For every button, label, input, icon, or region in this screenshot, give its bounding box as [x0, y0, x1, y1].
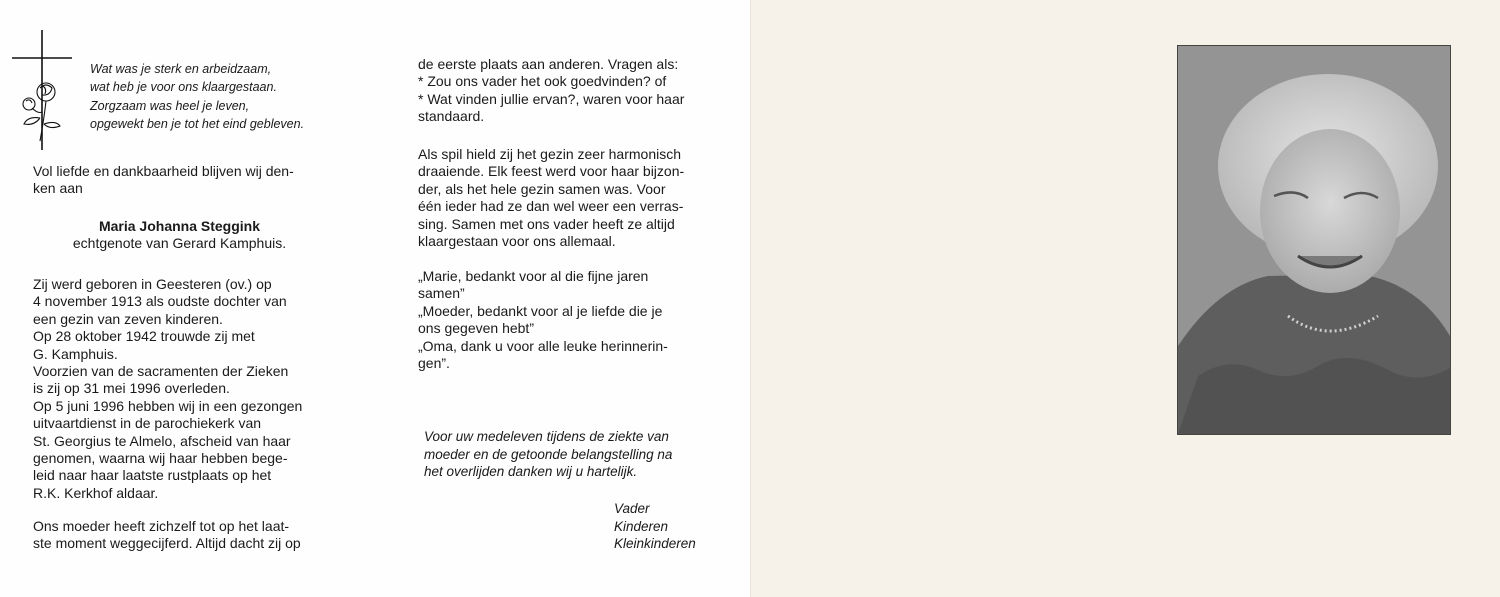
text-line: uitvaartdienst in de parochiekerk van	[33, 415, 262, 432]
cross-with-rose-icon	[10, 28, 74, 152]
poem	[90, 60, 360, 133]
text-line: één ieder had ze dan wel weer een verras-	[418, 198, 684, 215]
text-line: is zij op 31 mei 1996 overleden.	[33, 380, 230, 397]
intro-text	[33, 163, 326, 198]
text-line: leid naar haar laatste rustplaats op het	[33, 467, 272, 484]
middle-paragraph-1	[418, 56, 714, 126]
thanks-note	[424, 428, 720, 481]
text-line: standaard.	[418, 108, 485, 125]
text-line: Voor uw medeleven tijdens de ziekte van	[424, 429, 669, 444]
text-line: der, als het hele gezin samen was. Voor	[418, 180, 666, 197]
text-line: Op 5 juni 1996 hebben wij in een gezongen	[33, 397, 303, 414]
left-panel	[0, 0, 375, 597]
poem-line: Wat was je sterk en arbeidzaam,	[90, 62, 272, 76]
text-line: „Moeder, bedankt voor al je liefde die je	[418, 302, 663, 319]
signature	[614, 500, 696, 553]
text-line: Kleinkinderen	[614, 536, 696, 551]
text-line: sing. Samen met ons vader heeft ze altijd	[418, 215, 675, 232]
biography-continued	[33, 518, 329, 553]
middle-quotes	[418, 268, 714, 372]
text-line: „Marie, bedankt voor al die fijne jaren	[418, 268, 649, 284]
text-line: Vol liefde en dankbaarheid blijven wij den-	[33, 163, 294, 179]
text-line: een gezin van zeven kinderen.	[33, 310, 223, 327]
text-line: Op 28 oktober 1942 trouwde zij met	[33, 328, 255, 345]
text-line: het overlijden danken wij u hartelijk.	[424, 464, 638, 479]
text-line: Ons moeder heeft zichzelf tot op het laat-	[33, 518, 290, 534]
text-line: Kinderen	[614, 518, 669, 534]
text-line: ons gegeven hebt”	[418, 320, 534, 337]
portrait-photo	[1177, 45, 1451, 435]
text-line: * Wat vinden jullie ervan?, waren voor haar	[418, 90, 685, 107]
text-line: * Zou ons vader het ook goedvinden? of	[418, 73, 667, 90]
text-line: moeder en de getoonde belangstelling na	[424, 446, 673, 462]
text-line: Als spil hield zij het gezin zeer harmonisch	[418, 146, 682, 162]
poem-line: Zorgzaam was heel je leven,	[90, 98, 250, 113]
text-line: ste moment weggecijferd. Altijd dacht zij op	[33, 535, 301, 552]
poem-line: opgewekt ben je tot het eind gebleven.	[90, 116, 305, 131]
deceased-name: Maria Johanna Steggink	[98, 218, 261, 234]
text-line: samen”	[418, 285, 465, 302]
poem-line: wat heb je voor ons klaargestaan.	[90, 80, 277, 95]
spouse-line: echtgenote van Gerard Kamphuis.	[72, 235, 287, 251]
text-line: genomen, waarna wij haar hebben bege-	[33, 450, 288, 467]
middle-paragraph-2	[418, 146, 714, 250]
portrait-image	[1178, 46, 1450, 434]
text-line: gen”.	[418, 355, 450, 372]
text-line: Vader	[614, 501, 650, 516]
text-line: Zij werd geboren in Geesteren (ov.) op	[33, 276, 272, 292]
text-line: draaiende. Elk feest werd voor haar bijzon-	[418, 163, 685, 180]
text-line: klaargestaan voor ons allemaal.	[418, 233, 616, 250]
text-line: R.K. Kerkhof aldaar.	[33, 484, 159, 501]
text-line: Voorzien van de sacramenten der Zieken	[33, 363, 289, 380]
text-line: 4 november 1913 als oudste dochter van	[33, 293, 287, 310]
biography	[33, 276, 329, 502]
fold-line	[750, 0, 751, 597]
text-line: St. Georgius te Almelo, afscheid van haar	[33, 432, 291, 449]
text-line: G. Kamphuis.	[33, 345, 118, 362]
text-line: ken aan	[33, 180, 83, 197]
text-line: de eerste plaats aan anderen. Vragen als:	[418, 56, 679, 72]
text-line: „Oma, dank u voor alle leuke herinnerin-	[418, 337, 668, 354]
